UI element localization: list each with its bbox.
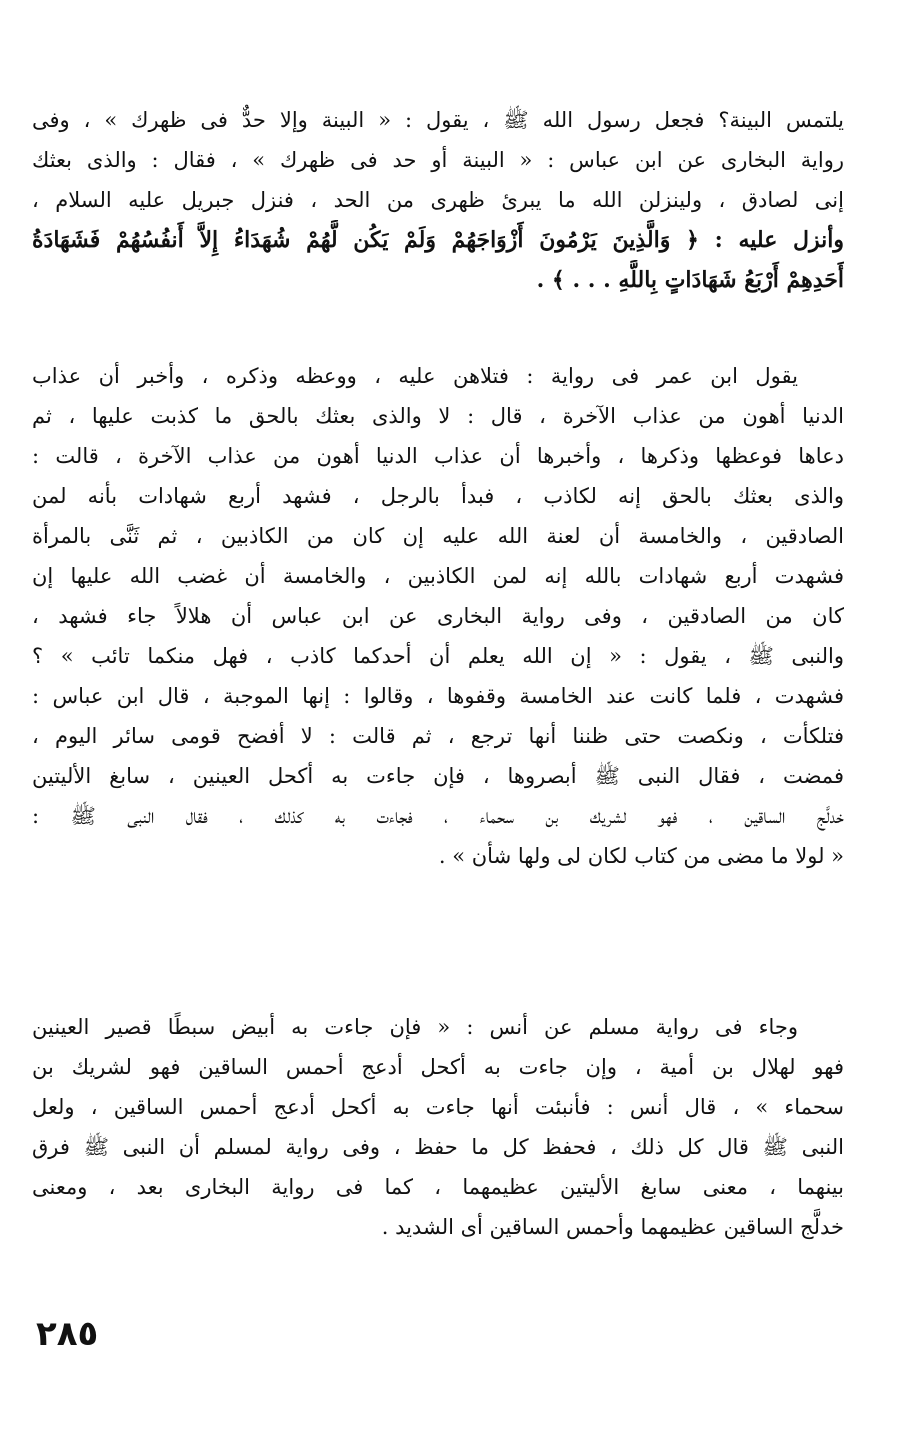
text-line: فهو لهلال بن أمية ، وإن جاءت به أكحل أدعج أحمس الساقين فهو لشريك بن [32, 1055, 844, 1079]
text-line: فشهدت أربع شهادات بالله إنه لمن الكاذبين ، والخامسة أن غضب الله عليها إن [32, 564, 844, 588]
text-line: بينهما ، معنى سابغ الأليتين عظيمهما ، كما فى رواية البخارى بعد ، ومعنى [32, 1175, 844, 1199]
text-line: فشهدت ، فلما كانت عند الخامسة وقفوها ، وقالوا : إنها الموجبة ، قال ابن عباس : [32, 684, 844, 708]
paragraph-2 [32, 356, 844, 876]
quran-verse-line: أَحَدِهِمْ أَرْبَعُ شَهَادَاتٍ بِاللَّهِ . . . ﴾ . [536, 267, 844, 293]
text-line: كان من الصادقين ، وفى رواية البخارى عن ابن عباس أن هلالاً جاء فشهد ، [32, 604, 844, 628]
text-line: « لولا ما مضى من كتاب لكان لى ولها شأن » . [438, 844, 844, 868]
text-line: والنبى ﷺ ، يقول : « إن الله يعلم أن أحدكما كاذب ، فهل منكما تائب » ؟ [32, 644, 844, 668]
text-line: رواية البخارى عن ابن عباس : « البينة أو حد فى ظهرك » ، فقال : والذى بعثك [32, 148, 844, 172]
paragraph-1 [32, 100, 844, 300]
text-line: الدنيا أهون من عذاب الآخرة ، قال : لا والذى بعثك بالحق ما كذبت عليها ، ثم [32, 404, 844, 428]
text-line: فمضت ، فقال النبى ﷺ أبصروها ، فإن جاءت به أكحل العينين ، سابغ الأليتين [32, 764, 844, 788]
text-line: سحماء » ، قال أنس : فأنبئت أنها جاءت به أكحل أدعج أحمس الساقين ، ولعل [32, 1095, 844, 1119]
page-number: ٢٨٥ [36, 1314, 99, 1354]
text-line: وجاء فى رواية مسلم عن أنس : « فإن جاءت به أبيض سبطًا قصير العينين [32, 1015, 798, 1039]
text-line: النبى ﷺ قال كل ذلك ، فحفظ كل ما حفظ ، وفى رواية لمسلم أن النبى ﷺ فرق [32, 1135, 844, 1159]
text-line: إنى لصادق ، ولينزلن الله ما يبرئ ظهرى من الحد ، فنزل جبريل عليه السلام ، [32, 188, 844, 212]
text-line: يقول ابن عمر فى رواية : فتلاهن عليه ، ووعظه وذكره ، وأخبر أن عذاب [32, 364, 798, 388]
text-line: فتلكأت ، ونكصت حتى ظننا أنها ترجع ، ثم قالت : لا أفضح قومى سائر اليوم ، [32, 724, 844, 748]
text-line: والذى بعثك بالحق إنه لكاذب ، فبدأ بالرجل ، فشهد أربع شهادات بأنه لمن [32, 484, 844, 508]
text-line: خدلَّج الساقين عظيمهما وأحمس الساقين أى الشديد . [381, 1215, 844, 1239]
quran-verse-line: وأنزل عليه : ﴿ وَالَّذِينَ يَرْمُونَ أَزْوَاجَهُمْ وَلَمْ يَكُن لَّهُمْ شُهَدَاءُ إِلاَّ أَنفُسُهُمْ فَشَهَادَةُ [32, 227, 844, 253]
text-line: يلتمس البينة؟ فجعل رسول الله ﷺ ، يقول : « البينة وإلا حدٌّ فى ظهرك » ، وفى [32, 108, 844, 132]
text-line: خدلَّج الساقين ، فهو لشريك بن سحماء ، فجاءت به كذلك ، فقال النبى ﷺ : [32, 804, 844, 828]
paragraph-3 [32, 1007, 844, 1247]
text-line: الصادقين ، والخامسة أن لعنة الله عليه إن كان من الكاذبين ، ثم ثَنَّى بالمرأة [32, 524, 844, 548]
text-line: دعاها فوعظها وذكرها ، وأخبرها أن عذاب الدنيا أهون من عذاب الآخرة ، قالت : [32, 444, 844, 468]
